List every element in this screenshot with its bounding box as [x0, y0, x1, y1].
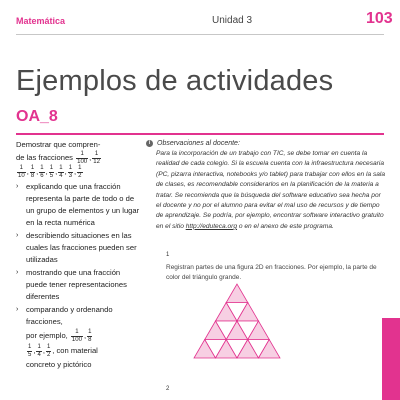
fraction-denominator: 12: [93, 158, 100, 165]
fraction-group-b: [16, 165, 140, 179]
fraction-numerator: 1: [49, 165, 54, 171]
fraction-numerator: 1: [17, 165, 26, 173]
fraction-numerator: 1: [59, 165, 63, 171]
observations-box: [146, 139, 386, 232]
fraction-numerator: 1: [76, 151, 88, 159]
fraction-numerator: 1: [40, 165, 44, 171]
arrow-icon: ›: [16, 232, 19, 239]
fraction-separator: ,: [89, 153, 92, 162]
fraction-separator: ,: [64, 167, 67, 176]
fraction-denominator: 2: [46, 351, 51, 358]
objective-intro: Demostrar que compren-: [16, 140, 101, 149]
fraction-separator: ,: [83, 331, 87, 340]
fraction: [39, 165, 44, 179]
left-column: [16, 139, 140, 372]
fraction: [49, 165, 54, 179]
fraction: [27, 344, 32, 358]
fraction-separator: ,: [42, 346, 45, 355]
fractions-line-text: de las fracciones: [16, 153, 73, 162]
compare-last-line: concreto y pictórico: [26, 360, 92, 369]
fraction-denominator: 100: [71, 336, 82, 343]
observations-body: Para la incorporación de un trabajo con TIC, se debe tomar en cuenta la realidad de cada colegio. Si la escuela cuenta con la infraestructura necesaria (PC, pizarra interactiva, notebooks y/o tablet) para trabajar con ellos en la sala de clases, es recomendable considerarlos en la planificación de la materia a tratar. Se recomienda que la búsqueda del software educativo sea hecha por el docente y no por el alumno para evitar el mal uso de recursos y de tiempo de aprendizaje. Se podría, por ejemplo, encontrar software interactivo gratuito en el sitio http://eduteca.org o en el anexo de este programa.: [156, 150, 386, 230]
triangle-piece: [226, 284, 248, 303]
fraction: [68, 165, 73, 179]
compare-example-line-2: $\frac{1}{5}$ , $\frac{1}{4}$ , $\frac{1}{2}$ , con material: [28, 344, 98, 358]
fraction-numerator: 1: [37, 344, 41, 350]
fraction: [30, 165, 35, 179]
fraction-numerator: 1: [78, 165, 82, 171]
fraction-denominator: 5: [49, 172, 54, 179]
fraction-separator: ,: [33, 346, 36, 355]
fraction: [76, 151, 88, 165]
bullet-item: › explicando que una fracción representa la parte de todo o de un grupo de elementos y un lugar en la recta numérica: [16, 182, 140, 227]
compare-fraction-group-b: [26, 344, 52, 358]
header-subject: Matemática: [16, 16, 66, 26]
header-unit: Unidad 3: [212, 15, 253, 26]
fraction-numerator: 1: [92, 151, 101, 159]
fraction-denominator: 2: [78, 172, 82, 179]
fraction-numerator: 1: [88, 329, 92, 335]
fraction-numerator: 1: [28, 344, 32, 350]
arrow-icon: ›: [16, 306, 19, 313]
page-title: Ejemplos de actividades: [16, 65, 334, 97]
fraction-separator: ,: [74, 167, 77, 176]
fraction-separator: ,: [36, 167, 39, 176]
fraction: [46, 344, 51, 358]
fraction-separator: ,: [45, 167, 48, 176]
fraction-numerator: 1: [71, 329, 83, 337]
fraction: [77, 165, 82, 179]
bullet-item: › describiendo situaciones en las cuales las fracciones pueden ser utilizadas: [16, 231, 137, 264]
fraction-denominator: 8: [88, 336, 92, 343]
objective-code: OA_8: [16, 108, 58, 125]
fractions-line: [16, 151, 140, 165]
fraction-separator: ,: [55, 167, 58, 176]
fraction-denominator: 3: [68, 172, 73, 179]
objective-divider: [16, 133, 384, 135]
arrow-icon: ›: [16, 183, 19, 190]
fraction: [36, 344, 41, 358]
fraction: [87, 329, 92, 343]
fraction-denominator: 4: [37, 351, 41, 358]
objective-bullets: [16, 181, 140, 371]
fraction-denominator: 5: [28, 351, 32, 358]
header-page-number: 103: [366, 10, 393, 27]
compare-example-line: por ejemplo, $\frac{1}{100}$ , $\frac{1}{8}$: [26, 329, 92, 343]
bullet-item: › comparando y ordenando fracciones, por ejemplo, $\frac{1}{100}$ , $\frac{1}{8}$ $\frac{1}{5}$ , $\frac{1}{4}$ , $\frac{1}{2}$ , con material concreto y pictórico: [16, 304, 140, 371]
fraction-separator: ,: [26, 167, 29, 176]
fraction-denominator: 10: [18, 172, 25, 179]
observations-title: Observaciones al docente:: [157, 140, 240, 147]
fraction-denominator: 6: [40, 172, 44, 179]
fraction-numerator: 1: [30, 165, 35, 171]
fraction: [17, 165, 26, 179]
triangle-figure: [192, 282, 282, 362]
eduteca-link[interactable]: http://eduteca.org: [185, 222, 238, 230]
fraction-denominator: 8: [30, 172, 35, 179]
compare-fraction-group-a: [70, 329, 93, 343]
example-number-1: 1: [166, 252, 170, 258]
bullet-item: › mostrando que una fracción puede tener representaciones diferentes: [16, 268, 127, 301]
side-tab: [382, 318, 400, 400]
fraction: [71, 329, 83, 343]
fraction-numerator: 1: [68, 165, 73, 171]
example-number-2: 2: [166, 386, 170, 392]
fraction-denominator: 4: [59, 172, 63, 179]
fraction: [92, 151, 101, 165]
arrow-icon: ›: [16, 269, 19, 276]
fraction-group-a: [75, 151, 102, 165]
header-divider: [16, 34, 384, 35]
example-text: Registran partes de una figura 2D en fracciones. Por ejemplo, la parte de color del triángulo grande.: [166, 264, 377, 281]
info-icon: i: [146, 140, 153, 147]
fraction: [58, 165, 63, 179]
fraction-numerator: 1: [46, 344, 51, 350]
fraction-denominator: 100: [77, 158, 88, 165]
